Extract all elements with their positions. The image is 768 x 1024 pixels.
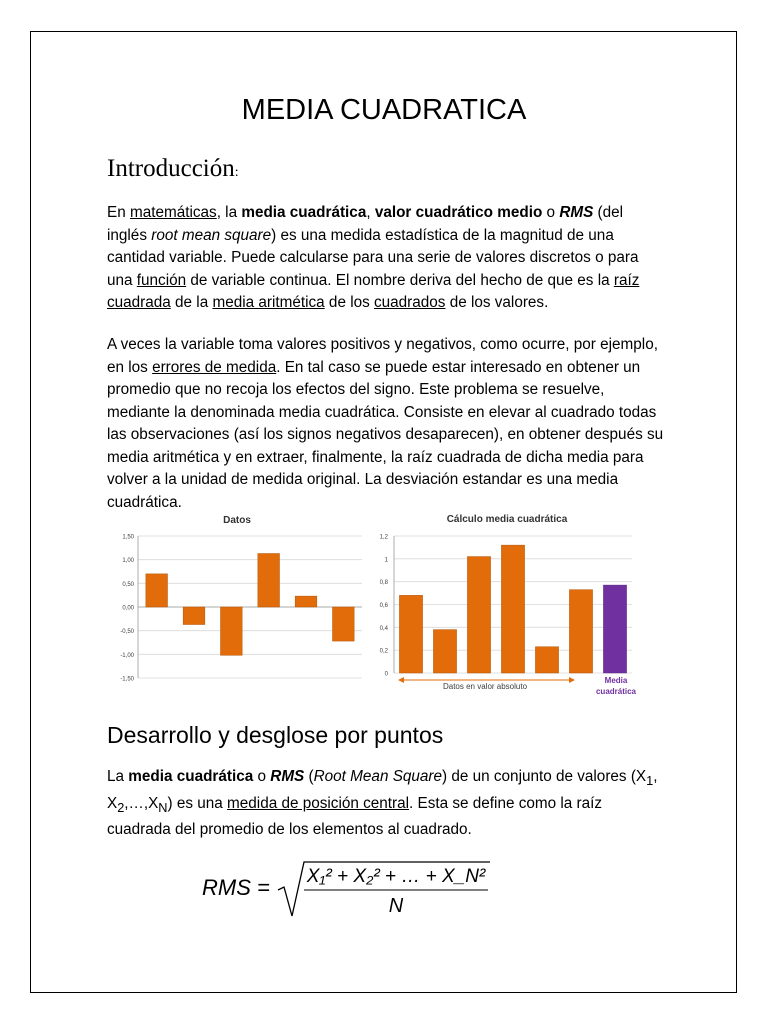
text-run: de variable continua. El nombre deriva del hecho de que es la <box>186 271 614 289</box>
text-run: ,…,X <box>124 794 159 812</box>
explanation-paragraph <box>107 334 667 514</box>
y-tick-label: -0,50 <box>120 629 134 636</box>
chart-media-cuadratica <box>370 508 645 700</box>
bar <box>501 545 524 673</box>
link-funcion[interactable]: función <box>136 271 187 289</box>
bar <box>295 596 317 607</box>
text-run: o <box>542 204 560 221</box>
formula-lhs: RMS = <box>202 875 270 900</box>
bar <box>183 607 205 625</box>
text-run: (del inglés <box>107 204 624 244</box>
chart-media-last-label-1: Media <box>604 676 628 685</box>
text-run: En <box>107 204 130 221</box>
text-run: o <box>253 768 271 785</box>
y-tick-label: 0,6 <box>379 603 388 609</box>
bar <box>433 630 456 673</box>
link-raiz-cuadrada[interactable]: raíz cuadrada <box>107 271 640 311</box>
bar <box>399 595 422 673</box>
link-medida-posicion-central[interactable]: medida de posición central <box>227 794 410 812</box>
bar <box>221 607 243 655</box>
formula-numerator: X₁² + X₂² + … + X_N² <box>306 866 486 887</box>
bar <box>603 585 626 673</box>
italic-root-mean-square: root mean square <box>151 226 272 244</box>
bar <box>146 574 168 607</box>
text-run: . Esta se define como la raíz cuadrada del promedio de los elementos al cuadrado. <box>107 794 603 839</box>
intro-heading-text: Introducción <box>107 155 235 182</box>
y-tick-label: 1,2 <box>379 534 388 541</box>
chart-datos-title: Datos <box>223 515 251 526</box>
bold-media-cuadratica: media cuadrática <box>241 204 367 221</box>
intro-heading-colon: : <box>234 165 239 180</box>
link-matematicas[interactable]: matemáticas <box>129 204 217 221</box>
bar <box>535 647 558 673</box>
abs-value-arrow-left-head <box>398 677 404 683</box>
y-tick-label: 0 <box>384 671 388 678</box>
section-heading: Desarrollo y desglose por puntos <box>107 722 444 748</box>
text-run: ) de un conjunto de valores (X <box>442 768 647 785</box>
y-tick-label: 1,50 <box>122 534 134 541</box>
bold-media-cuadratica-2: media cuadrática <box>128 768 254 785</box>
subscript: N <box>158 799 168 815</box>
y-tick-label: 0,50 <box>122 581 134 588</box>
text-run: , <box>366 204 375 221</box>
subscript: 1 <box>646 773 654 789</box>
y-tick-label: -1,00 <box>120 652 134 659</box>
definition-paragraph <box>107 766 667 842</box>
link-cuadrados[interactable]: cuadrados <box>374 294 446 311</box>
y-tick-label: 0,00 <box>122 605 134 612</box>
y-tick-label: -1,50 <box>120 676 134 683</box>
intro-heading <box>107 155 239 183</box>
y-tick-label: 0,8 <box>379 580 388 587</box>
chart-media-title: Cálculo media cuadrática <box>446 514 568 525</box>
text-run: , la <box>216 204 242 221</box>
rms-formula <box>200 860 500 920</box>
text-run: de los valores. <box>445 294 549 311</box>
subscript: 2 <box>117 799 125 815</box>
chart-media-annotation: Datos en valor absoluto <box>442 682 528 691</box>
link-media-aritmetica[interactable]: media aritmética <box>212 294 325 311</box>
link-errores-de-medida[interactable]: errores de medida <box>152 358 277 376</box>
bold-valor-cuadratico: valor cuadrático medio <box>374 204 543 221</box>
bold-rms-2: RMS <box>270 768 305 785</box>
bar <box>333 607 355 641</box>
chart-media-last-label-2: cuadrática <box>595 687 637 696</box>
y-tick-label: 1 <box>384 557 388 564</box>
text-run: La <box>107 768 129 785</box>
text-run: A veces la variable toma valores positivos y negativos, como ocurre, por ejemplo, en los <box>107 336 658 376</box>
y-tick-label: 1,00 <box>122 558 134 565</box>
text-run: ) es una medida estadística de la magnitud de una cantidad variable. Puede calcularse para una serie de valores discretos o para una <box>107 226 639 289</box>
bar <box>467 557 490 673</box>
formula-denominator: N <box>388 895 404 917</box>
text-run: , X <box>107 768 658 812</box>
y-tick-label: 0,2 <box>379 648 388 655</box>
y-tick-label: 0,4 <box>379 625 388 632</box>
italic-root-mean-square-2: Root Mean Square <box>313 768 443 785</box>
text-run: ( <box>304 768 314 785</box>
intro-paragraph <box>107 202 667 315</box>
text-run: . En tal caso se puede estar interesado en obtener un promedio que no recoja los efectos del signo. Este problema se resuelve, mediante la denominada media cuadrática. Consiste en elevar al cuadrado todas las observaciones (así los signos negativos desaparecen), en obtener después su media aritmética y en extraer, finalmente, la raíz cuadrada de dicha media para volver a la unidad de medida original. La desviación estandar es una media cuadrática. <box>107 358 664 511</box>
chart-datos <box>100 510 368 690</box>
text-run: de los <box>324 294 375 311</box>
text-run: de la <box>170 294 213 311</box>
bar <box>258 554 280 607</box>
text-run: ) es una <box>167 794 228 812</box>
bar <box>569 590 592 673</box>
abs-value-arrow-right-head <box>569 677 575 683</box>
bold-rms: RMS <box>559 204 594 221</box>
page-title: MEDIA CUADRATICA <box>241 94 527 126</box>
